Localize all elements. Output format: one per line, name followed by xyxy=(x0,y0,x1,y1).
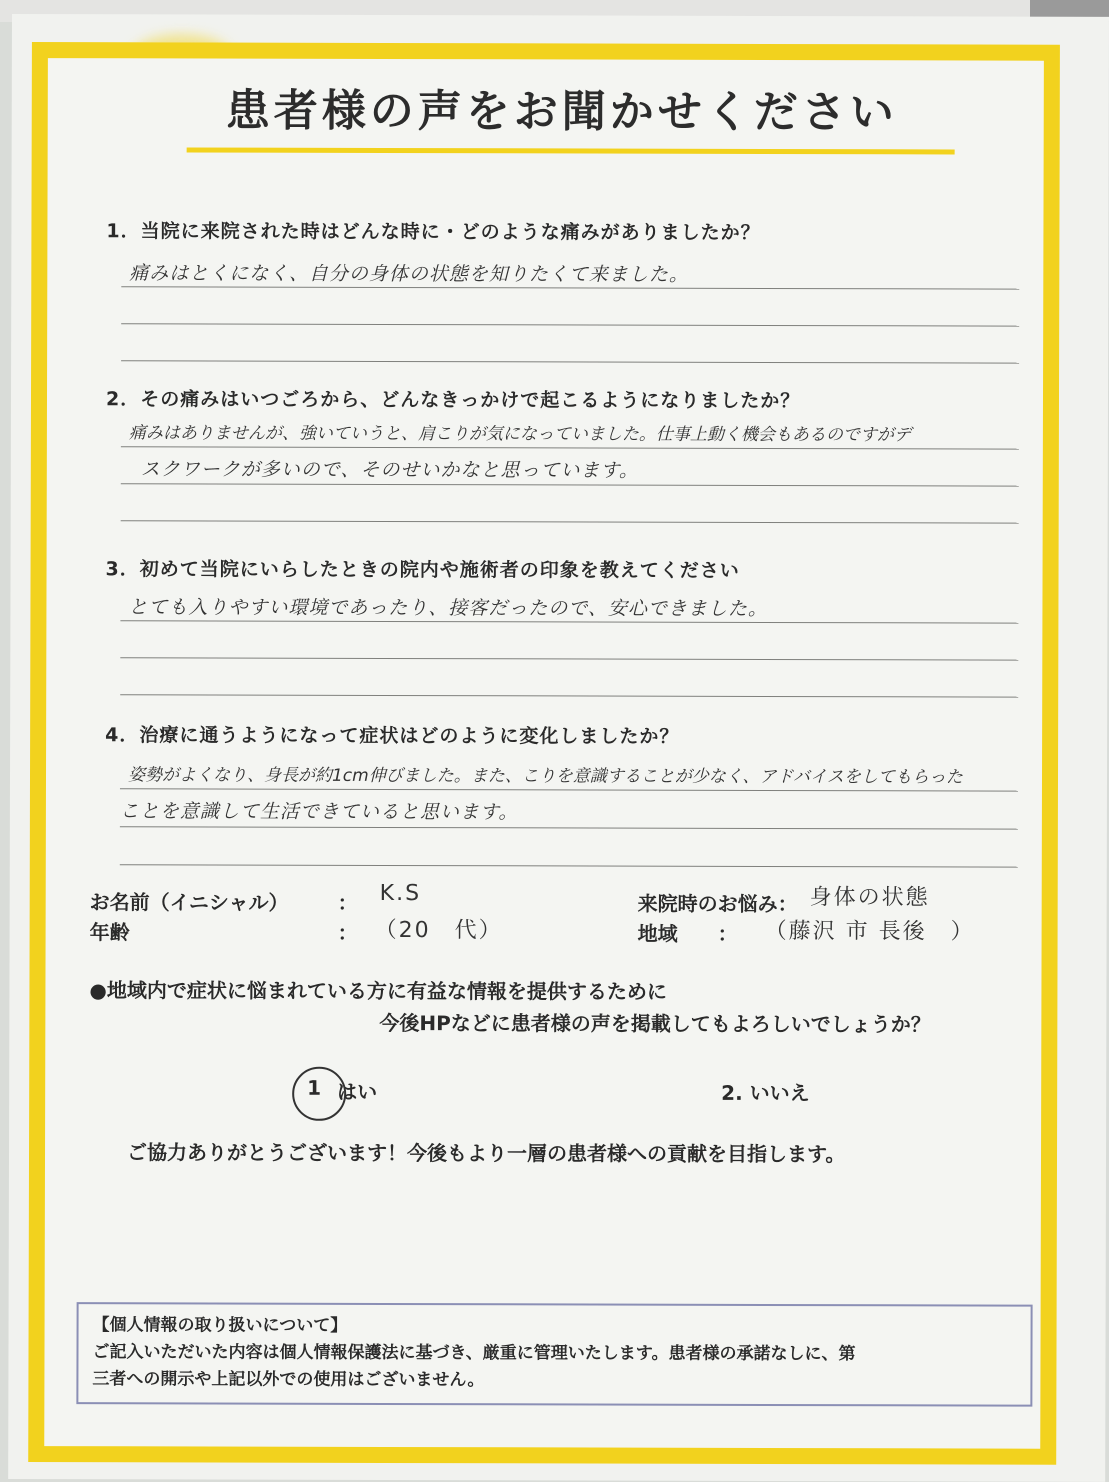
privacy-line-1: ご記入いただいた内容は個人情報保護法に基づき、厳重に管理いたします。患者様の承諾なしに、第 xyxy=(92,1342,856,1365)
name-colon: ： xyxy=(337,890,358,915)
name-value[interactable]: K.S xyxy=(379,880,422,907)
age-colon: ： xyxy=(337,920,358,945)
area-value[interactable]: （藤沢 市 長後 ） xyxy=(764,918,975,945)
option-yes-number[interactable]: 1 xyxy=(307,1075,322,1100)
answer-4-line-2[interactable]: ことを意識して生活できていると思います。 xyxy=(119,800,519,824)
option-yes[interactable]: はい xyxy=(337,1079,378,1104)
question-2: 2．その痛みはいつごろから、どんなきっかけで起こるようになりましたか？ xyxy=(105,388,801,413)
question-4: 4．治療に通うようになって症状はどのように変化しましたか？ xyxy=(105,724,680,748)
privacy-line-2: 三者への開示や上記以外での使用はございません。 xyxy=(92,1369,485,1391)
consent-question-line-1: ●地域内で症状に悩まれている方に有益な情報を提供するために xyxy=(89,978,667,1004)
answer-2-line-2[interactable]: スクワークが多いので、そのせいかなと思っています。 xyxy=(140,458,639,482)
answer-3-line-1[interactable]: とても入りやすい環境であったり、接客だったので、安心できました。 xyxy=(128,596,768,620)
question-1: 1．当院に来院された時はどんな時に・どのような痛みがありましたか？ xyxy=(106,220,761,244)
answer-1-line-1[interactable]: 痛みはとくになく、自分の身体の状態を知りたくて来ました。 xyxy=(129,262,689,286)
answer-2-line-1[interactable]: 痛みはありませんが、強いていうと、肩こりが気になっていました。仕事上動く機会もあるのですがデ xyxy=(128,423,911,446)
concern-label: 来院時のお悩み： xyxy=(637,891,798,917)
answer-4-line-1[interactable]: 姿勢がよくなり、身長が約1cm伸びました。また、こりを意識することが少なく、アドバイスをしてもらった xyxy=(127,765,963,788)
age-label: 年齢 xyxy=(89,920,130,945)
option-no[interactable]: 2. いいえ xyxy=(721,1080,810,1106)
thanks-message: ご協力ありがとうございます！今後もより一層の患者様への貢献を目指します。 xyxy=(126,1140,846,1167)
area-label: 地域 xyxy=(637,921,678,946)
yellow-frame xyxy=(28,42,1060,1465)
consent-question-line-2: 今後HPなどに患者様の声を掲載してもよろしいでしょうか？ xyxy=(379,1010,931,1037)
name-label: お名前（イニシャル） xyxy=(89,890,289,915)
privacy-heading: 【個人情報の取り扱いについて】 xyxy=(92,1315,348,1336)
area-colon: ： xyxy=(717,921,738,946)
paper-sheet xyxy=(8,14,1109,1482)
concern-value[interactable]: 身体の状態 xyxy=(809,885,930,911)
privacy-notice xyxy=(76,1302,1032,1407)
page-title: 患者様の声をお聞かせください xyxy=(225,85,898,139)
question-3: 3．初めて当院にいらしたときの院内や施術者の印象を教えてください xyxy=(105,558,740,582)
age-value[interactable]: （20 代） xyxy=(374,917,503,944)
